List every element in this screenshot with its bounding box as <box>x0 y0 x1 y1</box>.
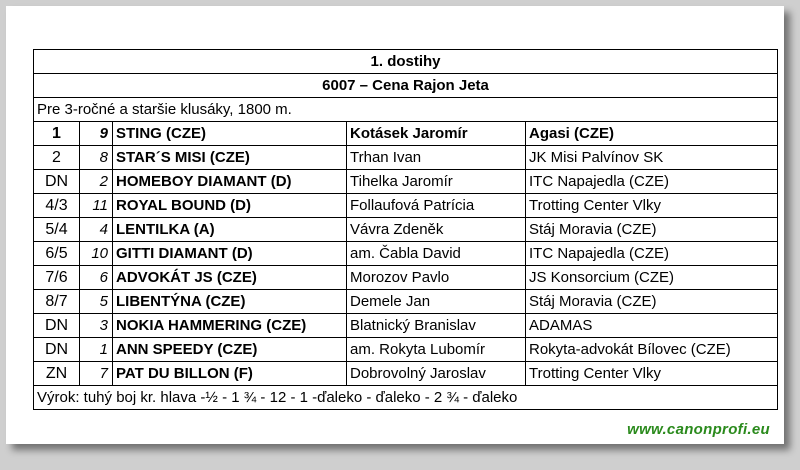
owner-name: Agasi (CZE) <box>526 122 778 146</box>
race-conditions-row <box>34 98 778 122</box>
horse-name: STAR´S MISI (CZE) <box>113 146 347 170</box>
result-row <box>34 338 778 362</box>
finish-position: 7/6 <box>34 266 80 290</box>
finish-position: 4/3 <box>34 194 80 218</box>
result-row <box>34 242 778 266</box>
finish-position: 1 <box>34 122 80 146</box>
result-row <box>34 122 778 146</box>
driver-name: Vávra Zdeněk <box>347 218 526 242</box>
horse-name: ANN SPEEDY (CZE) <box>113 338 347 362</box>
horse-name: ADVOKÁT JS (CZE) <box>113 266 347 290</box>
race-results-table <box>33 49 778 410</box>
start-number: 9 <box>80 122 113 146</box>
horse-name: HOMEBOY DIAMANT (D) <box>113 170 347 194</box>
race-title-row <box>34 74 778 98</box>
race-title: 6007 – Cena Rajon Jeta <box>34 74 778 98</box>
owner-name: ITC Napajedla (CZE) <box>526 170 778 194</box>
owner-name: JK Misi Palvínov SK <box>526 146 778 170</box>
horse-name: STING (CZE) <box>113 122 347 146</box>
result-row <box>34 314 778 338</box>
owner-name: Rokyta-advokát Bílovec (CZE) <box>526 338 778 362</box>
driver-name: am. Rokyta Lubomír <box>347 338 526 362</box>
driver-name: Demele Jan <box>347 290 526 314</box>
start-number: 4 <box>80 218 113 242</box>
owner-name: Stáj Moravia (CZE) <box>526 218 778 242</box>
watermark: www.canonprofi.eu <box>627 421 770 438</box>
start-number: 11 <box>80 194 113 218</box>
result-note: Výrok: tuhý boj kr. hlava -½ - 1 ¾ - 12 - 1 -ďaleko - ďaleko - 2 ¾ - ďaleko <box>34 386 778 410</box>
result-row <box>34 194 778 218</box>
driver-name: Kotásek Jaromír <box>347 122 526 146</box>
start-number: 5 <box>80 290 113 314</box>
owner-name: ADAMAS <box>526 314 778 338</box>
driver-name: Dobrovolný Jaroslav <box>347 362 526 386</box>
start-number: 6 <box>80 266 113 290</box>
result-note-row <box>34 386 778 410</box>
race-number: 1. dostihy <box>34 50 778 74</box>
finish-position: ZN <box>34 362 80 386</box>
horse-name: ROYAL BOUND (D) <box>113 194 347 218</box>
result-row <box>34 218 778 242</box>
horse-name: GITTI DIAMANT (D) <box>113 242 347 266</box>
result-row <box>34 170 778 194</box>
owner-name: Trotting Center Vlky <box>526 362 778 386</box>
result-row <box>34 266 778 290</box>
finish-position: DN <box>34 338 80 362</box>
finish-position: 6/5 <box>34 242 80 266</box>
document-page <box>6 6 784 444</box>
start-number: 3 <box>80 314 113 338</box>
finish-position: 2 <box>34 146 80 170</box>
race-conditions: Pre 3-ročné a staršie klusáky, 1800 m. <box>34 98 778 122</box>
horse-name: PAT DU BILLON (F) <box>113 362 347 386</box>
start-number: 8 <box>80 146 113 170</box>
driver-name: Tihelka Jaromír <box>347 170 526 194</box>
driver-name: am. Čabla David <box>347 242 526 266</box>
driver-name: Follaufová Patrícia <box>347 194 526 218</box>
owner-name: JS Konsorcium (CZE) <box>526 266 778 290</box>
start-number: 1 <box>80 338 113 362</box>
horse-name: LIBENTÝNA (CZE) <box>113 290 347 314</box>
result-row <box>34 362 778 386</box>
driver-name: Morozov Pavlo <box>347 266 526 290</box>
start-number: 2 <box>80 170 113 194</box>
result-row <box>34 146 778 170</box>
finish-position: 5/4 <box>34 218 80 242</box>
owner-name: ITC Napajedla (CZE) <box>526 242 778 266</box>
horse-name: NOKIA HAMMERING (CZE) <box>113 314 347 338</box>
driver-name: Blatnický Branislav <box>347 314 526 338</box>
driver-name: Trhan Ivan <box>347 146 526 170</box>
result-row <box>34 290 778 314</box>
finish-position: 8/7 <box>34 290 80 314</box>
start-number: 7 <box>80 362 113 386</box>
finish-position: DN <box>34 314 80 338</box>
start-number: 10 <box>80 242 113 266</box>
owner-name: Trotting Center Vlky <box>526 194 778 218</box>
race-header-row <box>34 50 778 74</box>
owner-name: Stáj Moravia (CZE) <box>526 290 778 314</box>
horse-name: LENTILKA (A) <box>113 218 347 242</box>
finish-position: DN <box>34 170 80 194</box>
